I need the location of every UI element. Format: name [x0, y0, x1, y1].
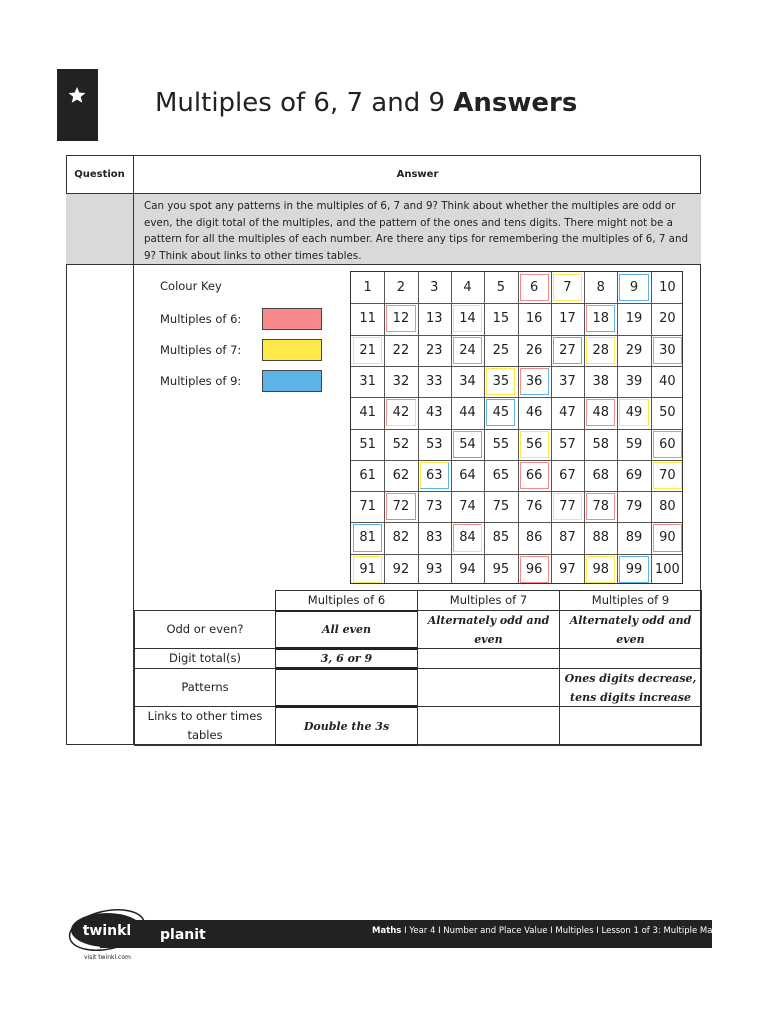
colour-key-title: Colour Key: [160, 279, 222, 293]
number-label: 5: [496, 280, 505, 296]
number-cell: [351, 397, 384, 428]
number-label: 25: [492, 342, 510, 358]
number-label: 50: [659, 405, 676, 421]
number-cell: [584, 335, 617, 366]
number-label: 55: [492, 436, 510, 452]
number-label: 11: [359, 311, 376, 327]
number-label: 85: [492, 530, 510, 546]
number-label: 74: [459, 499, 476, 515]
visit-link[interactable]: visit twinkl.com: [84, 954, 131, 961]
number-label: 96: [525, 561, 543, 577]
number-cell: [351, 429, 384, 460]
number-cell: [451, 335, 484, 366]
swatch-seven: [262, 339, 322, 361]
number-label: 57: [559, 436, 576, 452]
number-cell: [451, 303, 484, 334]
number-label: 10: [659, 280, 676, 296]
number-label: 59: [625, 436, 643, 452]
number-label: 36: [525, 373, 543, 389]
number-cell: [651, 366, 684, 397]
number-label: 64: [459, 467, 476, 483]
number-label: 78: [592, 499, 610, 515]
number-label: 32: [392, 373, 410, 389]
number-cell: [384, 303, 417, 334]
number-label: 100: [654, 561, 680, 577]
number-label: 14: [459, 311, 476, 327]
number-label: 7: [563, 280, 572, 296]
number-cell: [617, 460, 650, 491]
number-cell: [584, 460, 617, 491]
number-label: 8: [596, 280, 605, 296]
number-label: 51: [359, 436, 376, 452]
number-cell: [484, 460, 517, 491]
number-label: 89: [625, 530, 643, 546]
number-label: 3: [430, 280, 439, 296]
number-cell: [351, 303, 384, 334]
row-label: Links to other times tables: [134, 706, 276, 746]
number-label: 62: [392, 467, 410, 483]
number-cell: [384, 397, 417, 428]
number-label: 29: [625, 342, 643, 358]
number-cell: [351, 554, 384, 585]
number-label: 44: [459, 405, 476, 421]
answer-cell: [559, 648, 702, 669]
answer-cell: [417, 648, 560, 669]
number-cell: [418, 272, 451, 303]
number-label: 69: [625, 467, 643, 483]
number-cell: [584, 554, 617, 585]
number-label: 21: [359, 342, 376, 358]
answer-cell: Ones digits decrease, tens digits increase: [559, 668, 702, 707]
number-label: 18: [592, 311, 610, 327]
number-label: 92: [392, 561, 410, 577]
number-cell: [518, 397, 551, 428]
answer-cell: 3, 6 or 9: [275, 648, 418, 669]
number-label: 73: [425, 499, 443, 515]
number-label: 2: [396, 280, 406, 296]
number-label: 38: [592, 373, 610, 389]
number-label: 23: [425, 342, 443, 358]
number-label: 97: [559, 561, 576, 577]
answer-cell: [559, 706, 702, 746]
number-cell: [651, 397, 684, 428]
number-label: 63: [425, 467, 443, 483]
number-label: 20: [659, 311, 676, 327]
swatch-six: [262, 308, 322, 330]
question-text: Can you spot any patterns in the multiples of 6, 7 and 9? Think about whether the multiples are odd or even, the digit total of the multiples, and the pattern of the ones and tens digits. There might not be a pattern for all the multiples of each number. Are there any tips for remembering the multiples of 6, 7 and 9? Think about links to other times tables.: [134, 194, 701, 265]
number-label: 27: [559, 342, 576, 358]
number-cell: [418, 335, 451, 366]
number-label: 93: [425, 561, 443, 577]
answer-cell: Double the 3s: [275, 706, 418, 746]
number-cell: [551, 272, 584, 303]
number-cell: [484, 429, 517, 460]
number-cell: [484, 397, 517, 428]
number-label: 58: [592, 436, 610, 452]
number-cell: [651, 335, 684, 366]
number-label: 30: [659, 342, 676, 358]
number-cell: [551, 397, 584, 428]
number-cell: [551, 522, 584, 553]
hundred-square: [350, 271, 683, 584]
number-cell: [518, 272, 551, 303]
number-label: 83: [425, 530, 443, 546]
key-label-seven: Multiples of 7:: [160, 343, 242, 357]
number-cell: [584, 272, 617, 303]
number-cell: [584, 303, 617, 334]
number-cell: [418, 460, 451, 491]
number-cell: [351, 272, 384, 303]
number-cell: [584, 366, 617, 397]
number-label: 35: [492, 373, 510, 389]
number-label: 68: [592, 467, 610, 483]
number-cell: [584, 429, 617, 460]
number-cell: [351, 366, 384, 397]
key-label-six: Multiples of 6:: [160, 312, 242, 326]
number-label: 46: [525, 405, 543, 421]
number-cell: [484, 366, 517, 397]
number-cell: [584, 491, 617, 522]
twinkl-logo: [66, 908, 148, 952]
number-cell: [518, 491, 551, 522]
number-cell: [418, 366, 451, 397]
number-label: 75: [492, 499, 510, 515]
number-cell: [384, 366, 417, 397]
number-cell: [617, 491, 650, 522]
number-label: 77: [559, 499, 576, 515]
number-cell: [651, 522, 684, 553]
number-label: 98: [592, 561, 610, 577]
answer-cell: [275, 668, 418, 707]
number-label: 87: [559, 530, 576, 546]
number-cell: [384, 335, 417, 366]
number-cell: [451, 554, 484, 585]
number-cell: [418, 429, 451, 460]
number-cell: [351, 335, 384, 366]
number-label: 72: [392, 499, 410, 515]
number-cell: [484, 272, 517, 303]
number-label: 95: [492, 561, 510, 577]
column-header: Multiples of 9: [559, 590, 702, 611]
number-label: 15: [492, 311, 510, 327]
number-cell: [384, 491, 417, 522]
number-label: 42: [392, 405, 410, 421]
number-cell: [451, 491, 484, 522]
number-label: 48: [592, 405, 610, 421]
number-label: 13: [425, 311, 443, 327]
answer-cell: Alternately odd and even: [559, 610, 702, 649]
number-cell: [617, 554, 650, 585]
number-cell: [351, 491, 384, 522]
number-cell: [484, 303, 517, 334]
number-cell: [384, 272, 417, 303]
number-label: 80: [659, 499, 676, 515]
number-label: 19: [625, 311, 643, 327]
number-cell: [384, 429, 417, 460]
row-label: Patterns: [134, 668, 276, 707]
number-cell: [551, 303, 584, 334]
number-label: 22: [392, 342, 410, 358]
number-cell: [651, 491, 684, 522]
number-label: 91: [359, 561, 376, 577]
number-label: 6: [530, 280, 539, 296]
number-label: 37: [559, 373, 576, 389]
number-cell: [418, 491, 451, 522]
number-label: 4: [463, 280, 472, 296]
number-label: 33: [425, 373, 443, 389]
number-label: 67: [559, 467, 576, 483]
number-cell: [484, 491, 517, 522]
number-label: 61: [359, 467, 376, 483]
number-label: 9: [629, 280, 639, 296]
footer-breadcrumb: Maths I Year 4 I Number and Place Value I Multiples I Lesson 1 of 3: Multiple Mayhem: [372, 926, 737, 936]
number-label: 53: [425, 436, 443, 452]
number-cell: [551, 460, 584, 491]
number-cell: [351, 460, 384, 491]
row-label: Odd or even?: [134, 610, 276, 649]
number-cell: [518, 429, 551, 460]
number-label: 49: [625, 405, 643, 421]
row-label: Digit total(s): [134, 648, 276, 669]
number-cell: [518, 366, 551, 397]
number-label: 39: [625, 373, 643, 389]
number-cell: [384, 460, 417, 491]
number-label: 43: [425, 405, 443, 421]
number-label: 16: [525, 311, 543, 327]
number-cell: [518, 522, 551, 553]
answer-cell: [417, 706, 560, 746]
number-cell: [551, 429, 584, 460]
number-cell: [617, 303, 650, 334]
number-label: 28: [592, 342, 610, 358]
number-label: 60: [659, 436, 676, 452]
number-cell: [484, 522, 517, 553]
number-cell: [651, 429, 684, 460]
number-cell: [551, 335, 584, 366]
number-cell: [484, 554, 517, 585]
number-cell: [518, 554, 551, 585]
number-label: 70: [659, 467, 676, 483]
number-cell: [617, 397, 650, 428]
number-label: 81: [359, 530, 376, 546]
number-label: 24: [459, 342, 476, 358]
number-cell: [617, 366, 650, 397]
number-label: 94: [459, 561, 476, 577]
number-cell: [651, 303, 684, 334]
number-label: 79: [625, 499, 643, 515]
number-label: 84: [459, 530, 476, 546]
number-cell: [551, 366, 584, 397]
number-cell: [551, 491, 584, 522]
number-label: 88: [592, 530, 610, 546]
number-cell: [451, 366, 484, 397]
number-cell: [451, 397, 484, 428]
answer-cell: [417, 668, 560, 707]
number-cell: [384, 522, 417, 553]
number-cell: [451, 460, 484, 491]
planit-logo: planit: [160, 927, 206, 943]
number-cell: [484, 335, 517, 366]
number-cell: [384, 554, 417, 585]
number-label: 90: [659, 530, 676, 546]
number-cell: [518, 303, 551, 334]
number-cell: [651, 460, 684, 491]
number-label: 76: [525, 499, 543, 515]
number-label: 47: [559, 405, 576, 421]
column-header: Multiples of 7: [417, 590, 560, 611]
number-cell: [584, 397, 617, 428]
number-cell: [451, 429, 484, 460]
page-title: Multiples of 6, 7 and 9 Answers: [155, 88, 578, 118]
number-label: 86: [525, 530, 543, 546]
number-label: 56: [525, 436, 543, 452]
number-cell: [451, 272, 484, 303]
number-label: 26: [525, 342, 543, 358]
number-label: 99: [625, 561, 643, 577]
number-cell: [617, 335, 650, 366]
number-label: 31: [359, 373, 376, 389]
number-label: 41: [359, 405, 376, 421]
number-label: 34: [459, 373, 476, 389]
number-cell: [551, 554, 584, 585]
number-label: 12: [392, 311, 410, 327]
number-label: 1: [363, 280, 372, 296]
number-cell: [518, 335, 551, 366]
summary-table: [134, 590, 701, 745]
number-cell: [651, 272, 684, 303]
number-cell: [418, 397, 451, 428]
number-cell: [584, 522, 617, 553]
brand-text: twinkl: [82, 923, 132, 939]
number-cell: [617, 272, 650, 303]
swatch-nine: [262, 370, 322, 392]
number-label: 45: [492, 405, 510, 421]
key-label-nine: Multiples of 9:: [160, 374, 242, 388]
number-cell: [451, 522, 484, 553]
number-cell: [617, 429, 650, 460]
number-label: 71: [359, 499, 376, 515]
number-label: 52: [392, 436, 410, 452]
answer-header: Answer: [134, 155, 701, 194]
answer-cell: Alternately odd and even: [417, 610, 560, 649]
number-cell: [418, 522, 451, 553]
section-tab: [57, 69, 98, 141]
number-label: 65: [492, 467, 510, 483]
number-label: 82: [392, 530, 410, 546]
number-label: 17: [559, 311, 576, 327]
number-cell: [617, 522, 650, 553]
column-header: Multiples of 6: [275, 590, 418, 611]
number-cell: [651, 554, 684, 585]
number-cell: [518, 460, 551, 491]
number-cell: [418, 303, 451, 334]
answer-cell: All even: [275, 610, 418, 649]
number-cell: [351, 522, 384, 553]
question-header: Question: [66, 155, 134, 194]
number-label: 66: [525, 467, 543, 483]
number-label: 40: [659, 373, 676, 389]
number-cell: [418, 554, 451, 585]
number-label: 54: [459, 436, 476, 452]
